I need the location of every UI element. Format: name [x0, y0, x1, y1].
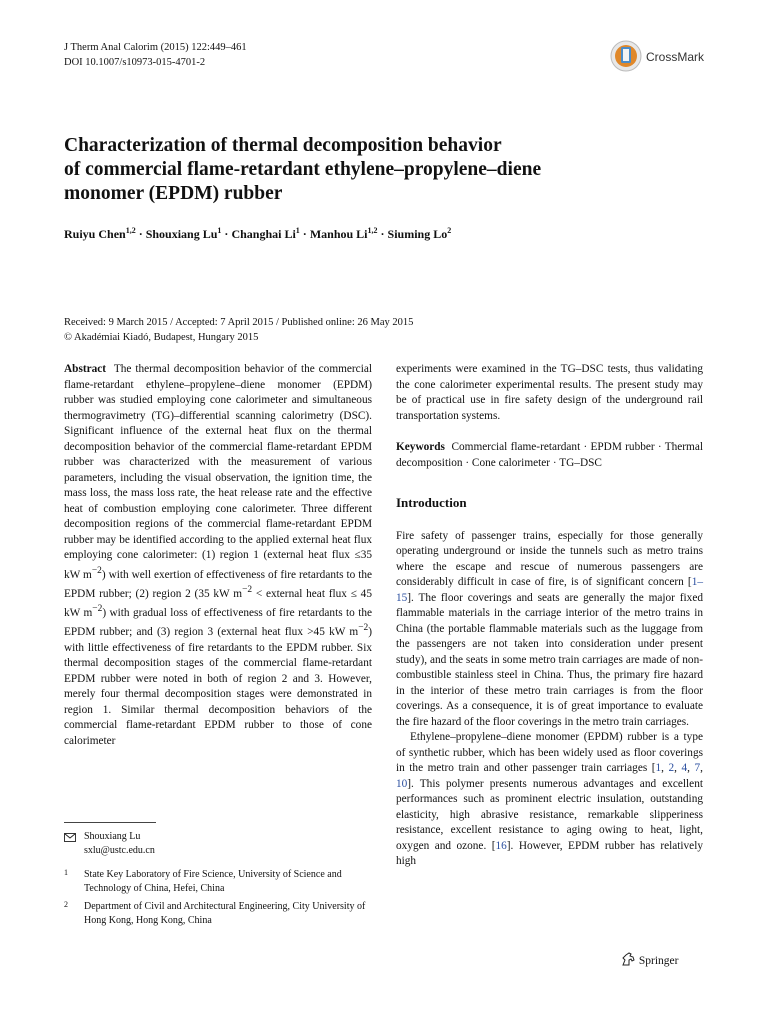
author-affiliation: 1,2	[125, 226, 136, 235]
citation-link[interactable]: 4	[681, 762, 688, 774]
affiliation-1	[64, 868, 374, 896]
title-line: of commercial flame-retardant ethylene–propylene–diene	[64, 159, 542, 180]
abstract-paragraph	[64, 362, 372, 749]
citation-link[interactable]: 10	[396, 777, 408, 790]
abstract-section	[64, 362, 372, 749]
envelope-icon	[64, 833, 76, 842]
affiliation-mark: 1	[64, 868, 68, 877]
unit-exponent: −2	[358, 623, 369, 634]
author-separator: ·	[135, 227, 146, 241]
affiliation-mark: 2	[64, 900, 68, 909]
affiliation-text: Department of Civil and Architectural Engineering, City University of Hong Kong, Hong Kong, China	[84, 901, 366, 926]
publisher-logo	[620, 952, 678, 967]
citation-link[interactable]: 1	[655, 762, 662, 774]
abstract-heading: Abstract	[64, 363, 107, 375]
introduction-heading: Introduction	[396, 495, 467, 510]
citation-link[interactable]: 16	[495, 839, 507, 852]
author-name[interactable]: Ruiyu Chen	[64, 227, 126, 241]
crossmark-badge[interactable]	[610, 38, 720, 74]
footnote-divider	[64, 822, 156, 823]
abstract-text: < external heat flux ≤ 45 kW m	[64, 587, 372, 619]
unit-exponent: −2	[92, 604, 103, 615]
doi-line: DOI 10.1007/s10973-015-4701-2	[64, 57, 206, 68]
citation-link[interactable]: 1–15	[396, 576, 703, 604]
author-separator: ·	[221, 227, 232, 241]
author-affiliation: 1	[217, 226, 222, 235]
intro-text: Fire safety of passenger trains, especially for those generally operating underground or inside the tunnels such as metro trains where the escape and rescue of numerous passengers are considerably difficult in case of fire, is of significant concern [	[396, 529, 703, 588]
crossmark-icon	[610, 38, 642, 74]
crossmark-label: CrossMark	[646, 50, 705, 64]
journal-line: J Therm Anal Calorim (2015) 122:449–461	[64, 42, 247, 53]
title-line: Characterization of thermal decomposition behavior	[64, 135, 502, 156]
affiliation-2	[64, 900, 374, 928]
author-name[interactable]: Changhai Li	[231, 227, 296, 241]
unit-exponent: −2	[242, 584, 253, 595]
journal-citation	[64, 40, 247, 70]
keywords-heading: Keywords	[396, 441, 445, 453]
intro-text: ]. However, EPDM rubber has relatively high	[396, 839, 703, 867]
corresponding-email[interactable]: sxlu@ustc.edu.cn	[84, 845, 155, 856]
abstract-text: The thermal decomposition behavior of the commercial flame-retardant ethylene–propylene–diene monomer (EPDM) rubber was studied employing cone calorimeter and simultaneous thermogravimetry (TG)–differential scanning calorimetry (DSC). Significant influence of the external heat flux on the thermal decomposition behavior of the commercial flame-retardant EPDM rubber was characterized with the measurement of various parameters, including the visual observation, the ignition time, the mass loss, the mass loss rate, the heat release rate and the effective heat of combustion employing cone calorimeter. Three different decomposition regions of the commercial flame-retardant EPDM rubber may be identified according to the applied external heat flux employing cone calorimeter: (1) region 1 (external heat flux ≤35 kW m	[64, 363, 372, 581]
right-column	[396, 362, 703, 870]
corresponding-name: Shouxiang Lu	[84, 831, 141, 842]
citation-link[interactable]: 7	[694, 762, 701, 774]
intro-text: ]. The floor coverings and seats are generally the major fixed flammable materials in the carriage interior of the metro trains in China (the portable flammable materials such as the luggage from the passengers are not taken into consideration under present study), and the seats in some metro train carriages are made of non-combustible stainless steel in China. Thus, the primary fire hazard in the interior of these metro train carriages is from the floor coverings. As a consequence, it is of great importance to evaluate the fire hazard of the floor coverings in the metro train carriages.	[396, 591, 703, 728]
paper-title	[64, 134, 674, 206]
intro-paragraph-1	[396, 529, 703, 731]
abstract-text: ) with gradual loss of effectiveness of fire retardants to the EPDM rubber; and (3) region 3 (external heat flux >45 kW m	[64, 606, 373, 639]
abstract-continuation: experiments were examined in the TG–DSC tests, thus validating the cone calorimeter experimental results. The present study may be of practical use in fire safety design of the underground rail transportation systems.	[396, 363, 703, 422]
intro-paragraph-2: Ethylene–propylene–diene monomer (EPDM) rubber is a type of synthetic rubber, which has been widely used as floor coverings in the metro train and other passenger train carriages [1, 2, 4, 7, 10]. This polymer presents numerous advantages and excellent performances such as prominent electric insulation, outstanding elasticity, high abrasive resistance, remarkable slipperiness resistance, excellent resistance to aging owing to heat, light, oxygen and ozone. [16]. However, EPDM rubber has relatively high	[396, 731, 703, 867]
springer-horse-icon	[620, 952, 636, 966]
unit-exponent: −2	[91, 565, 102, 576]
author-name[interactable]: Shouxiang Lu	[145, 227, 218, 241]
affiliation-text: State Key Laboratory of Fire Science, University of Science and Technology of China, Hefei, China	[84, 869, 342, 894]
intro-text: ]. This polymer presents numerous advantages and excellent performances such as prominent electric insulation, outstanding elasticity, high abrasive resistance, remarkable slipperiness resistance, excellent resistance to aging owing to heat, light, oxygen and ozone. [	[396, 777, 703, 852]
publication-dates	[64, 315, 704, 345]
author-separator: ·	[299, 227, 310, 241]
author-name[interactable]: Siuming Lo	[387, 227, 448, 241]
author-list	[64, 226, 704, 242]
corresponding-author	[64, 830, 364, 858]
copyright-line: © Akadémiai Kiadó, Budapest, Hungary 2015	[64, 332, 259, 343]
citation-link[interactable]: 2	[668, 762, 675, 774]
author-separator: ·	[377, 227, 388, 241]
keywords-paragraph	[396, 440, 703, 471]
author-name[interactable]: Manhou Li	[309, 227, 368, 241]
keywords-text: Commercial flame-retardant · EPDM rubber · Thermal decomposition · Cone calorimeter · TG–DSC	[396, 441, 703, 469]
publisher-name: Springer	[638, 955, 679, 967]
title-line: monomer (EPDM) rubber	[64, 183, 283, 204]
author-affiliation: 1,2	[367, 226, 378, 235]
abstract-text: ) with well exertion of effectiveness of fire retardants to the EPDM rubber; (2) region 2 (35 kW m	[64, 568, 372, 600]
intro-text: Ethylene–propylene–diene monomer (EPDM) rubber is a type of synthetic rubber, which has been widely used as floor coverings in the metro train and other passenger train carriages [	[396, 731, 703, 774]
dates-line: Received: 9 March 2015 / Accepted: 7 April 2015 / Published online: 26 May 2015	[64, 317, 414, 328]
author-affiliation: 1	[295, 226, 300, 235]
abstract-text: ) with little effectiveness of fire retardants to the EPDM rubber. Six thermal decomposition stages of the commercial flame-retardant EPDM rubber were noted in both of region 2 and 3. However, merely four thermal decomposition stages were demonstrated in region 1. Similar thermal decomposition behaviors of the commercial flame-retardant EPDM rubber to those of cone calorimeter	[64, 626, 372, 747]
author-affiliation: 2	[447, 226, 452, 235]
